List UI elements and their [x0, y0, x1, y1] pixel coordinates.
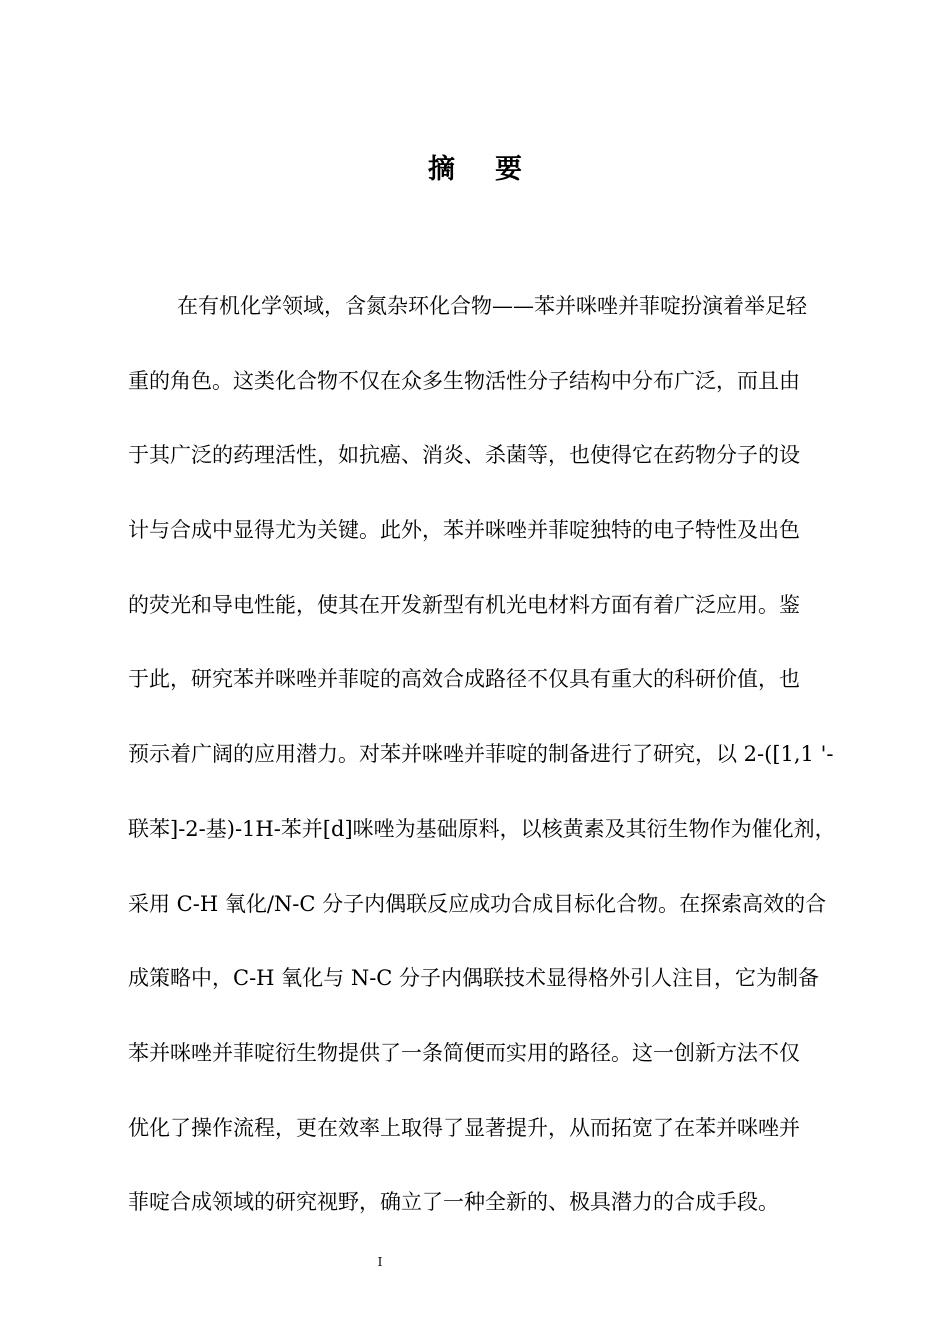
abstract-line: 采用 C-H 氧化/N-C 分子内偶联反应成功合成目标化合物。在探索高效的合	[128, 891, 827, 916]
abstract-title: 摘要	[428, 154, 562, 185]
page-number: I	[377, 1255, 383, 1269]
abstract-line: 的荧光和导电性能，使其在开发新型有机光电材料方面有着广泛应用。鉴	[128, 592, 800, 617]
abstract-line: 于此，研究苯并咪唑并菲啶的高效合成路径不仅具有重大的科研价值，也	[128, 667, 800, 692]
abstract-line: 苯并咪唑并菲啶衍生物提供了一条简便而实用的路径。这一创新方法不仅	[128, 1040, 800, 1065]
abstract-line: 预示着广阔的应用潜力。对苯并咪唑并菲啶的制备进行了研究，以 2-([1,1 '-	[128, 742, 834, 767]
abstract-line: 菲啶合成领域的研究视野，确立了一种全新的、极具潜力的合成手段。	[128, 1190, 779, 1215]
abstract-line: 成策略中，C-H 氧化与 N-C 分子内偶联技术显得格外引人注目，它为制备	[128, 966, 820, 991]
abstract-body	[128, 280, 863, 1251]
abstract-line: 在有机化学领域，含氮杂环化合物——苯并咪唑并菲啶扮演着举足轻	[177, 294, 807, 318]
abstract-line: 联苯]-2-基)-1H-苯并[d]咪唑为基础原料，以核黄素及其衍生物作为催化剂，	[128, 816, 836, 841]
abstract-line: 优化了操作流程，更在效率上取得了显著提升，从而拓宽了在苯并咪唑并	[128, 1115, 800, 1140]
abstract-line: 计与合成中显得尤为关键。此外，苯并咪唑并菲啶独特的电子特性及出色	[128, 518, 800, 543]
abstract-line: 重的角色。这类化合物不仅在众多生物活性分子结构中分布广泛，而且由	[128, 368, 800, 393]
abstract-line: 于其广泛的药理活性，如抗癌、消炎、杀菌等，也使得它在药物分子的设	[128, 443, 800, 468]
